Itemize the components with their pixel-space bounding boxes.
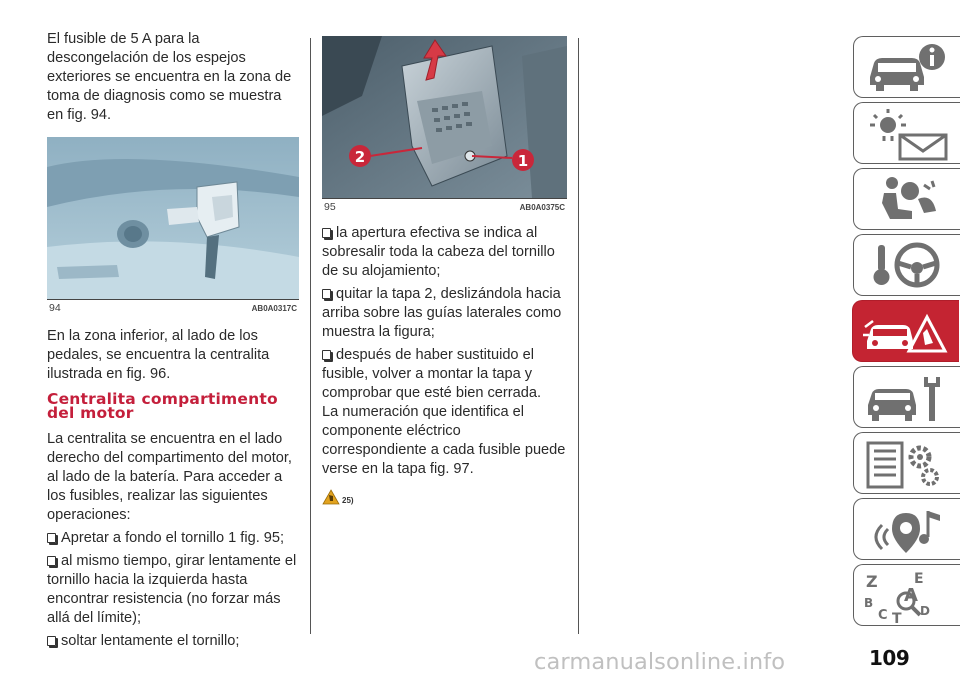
step-item: quitar la tapa 2, deslizándola hacia arriba sobre las guías laterales como muestra la figura; (322, 286, 562, 340)
engine-paragraph: La centralita se encuentra en el lado derecho del compartimento del motor, al lado de la batería. Para acceder a los fusibles, realizar las siguientes operaciones: (47, 431, 292, 523)
column-divider (578, 38, 579, 634)
figure-code: AB0A0317C (251, 304, 297, 313)
data-gear-icon (862, 437, 952, 491)
svg-text:D: D (920, 604, 930, 618)
tab-emergency[interactable] (852, 300, 959, 362)
seat-airbag-icon (862, 173, 952, 227)
warning-reference-number: 25) (342, 496, 354, 505)
car-info-icon (862, 41, 952, 95)
bullet-checkbox-icon (47, 556, 56, 566)
figure-94 (47, 137, 299, 315)
tab-safety[interactable] (853, 168, 960, 230)
bullet-checkbox-icon (47, 636, 56, 646)
svg-text:T: T (892, 611, 902, 623)
watermark: carmanualsonline.info (534, 649, 786, 675)
tab-maintenance[interactable] (853, 366, 960, 428)
lights-message-icon (862, 107, 952, 161)
step-item: la apertura efectiva se indica al sobresalir toda la cabeza del tornillo de su alojamiento; (322, 225, 555, 279)
callout-2: 2 (354, 148, 366, 166)
step-item: soltar lentamente el tornillo; (47, 632, 299, 651)
figure-number: 94 (49, 302, 61, 314)
diagnosis-socket-illustration (47, 137, 299, 299)
left-column (47, 30, 299, 651)
figure-95 (322, 36, 567, 214)
bullet-checkbox-icon (322, 289, 331, 299)
callout-1: 1 (517, 152, 529, 170)
column-divider (310, 38, 311, 634)
bullet-checkbox-icon (322, 228, 331, 238)
hand-warning-icon (322, 489, 340, 505)
right-column (322, 36, 567, 505)
figure-95-image (322, 36, 567, 199)
intro-paragraph: El fusible de 5 A para la descongelación de los espejos exteriores se encuentra en la zona de toma de diagnosis como se muestra en fig. 94. (47, 31, 292, 123)
tab-index[interactable] (853, 564, 960, 626)
step-item: después de haber sustituido el fusible, volver a montar la tapa y comprobar que esté bien cerrada. (322, 347, 542, 401)
figure-94-image (47, 137, 299, 300)
numbering-paragraph: La numeración que identifica el componente eléctrico correspondiente a cada fusible puede verse en la tapa fig. 97. (322, 404, 566, 477)
index-letters-icon (862, 569, 952, 623)
tab-start-drive[interactable] (853, 234, 960, 296)
tab-lights-messages[interactable] (853, 102, 960, 164)
warning-reference[interactable] (322, 489, 567, 505)
tab-multimedia[interactable] (853, 498, 960, 560)
svg-text:B: B (864, 596, 874, 610)
figure-95-caption (322, 199, 567, 214)
section-heading: Centralita compartimento del motor (47, 390, 278, 422)
car-crash-warning-icon (861, 305, 951, 359)
fuse-box-illustration (322, 36, 567, 198)
media-music-icon (862, 503, 952, 557)
bullet-checkbox-icon (322, 350, 331, 360)
svg-text:C: C (878, 608, 888, 623)
page-number: 109 (869, 646, 910, 670)
figure-code: AB0A0375C (519, 203, 565, 212)
svg-text:Z: Z (866, 572, 878, 591)
tab-car-info[interactable] (853, 36, 960, 98)
svg-text:E: E (914, 571, 924, 587)
key-steering-wheel-icon (862, 239, 952, 293)
figure-number: 95 (324, 201, 336, 213)
bullet-checkbox-icon (47, 533, 56, 543)
pedal-paragraph: En la zona inferior, al lado de los pedales, se encuentra la centralita ilustrada en fig. 96. (47, 328, 270, 382)
tab-technical-data[interactable] (853, 432, 960, 494)
step-item: Apretar a fondo el tornillo 1 fig. 95; (47, 529, 299, 548)
svg-text:A: A (904, 585, 918, 606)
figure-94-caption (47, 300, 299, 315)
step-item: al mismo tiempo, girar lentamente el tornillo hacia la izquierda hasta encontrar resistencia (no forzar más allá del límite); (47, 553, 297, 626)
car-wrench-icon (862, 371, 952, 425)
